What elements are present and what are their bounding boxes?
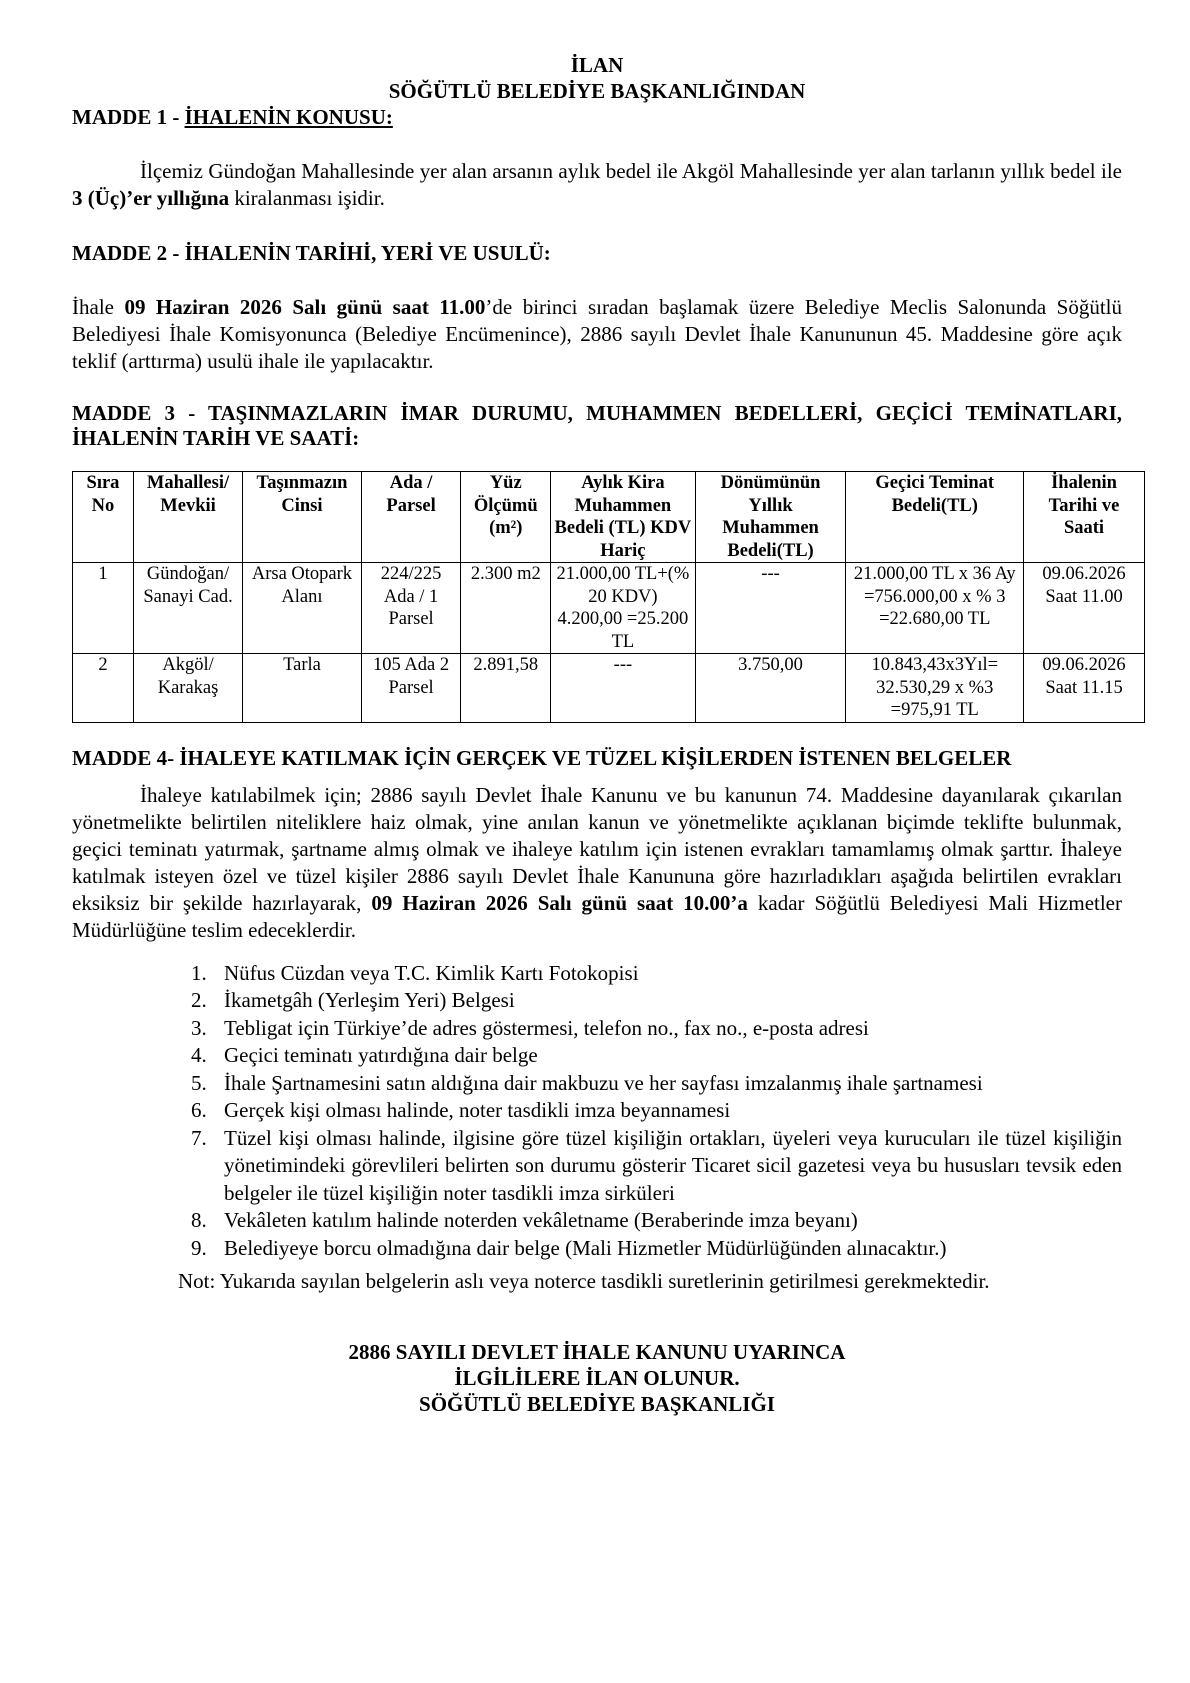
table-header-cell: Ada / Parsel	[361, 472, 460, 563]
table-cell: 10.843,43x3Yıl= 32.530,29 x %3 =975,91 TL	[846, 654, 1024, 723]
list-item: 9. Belediyeye borcu olmadığına dair belge (Mali Hizmetler Müdürlüğünden alınacaktır.)	[212, 1235, 1122, 1263]
madde1-prefix: MADDE 1 -	[72, 105, 185, 129]
madde3-heading: MADDE 3 - TAŞINMAZLARIN İMAR DURUMU, MUHAMMEN BEDELLERİ, GEÇİCİ TEMİNATLARI, İHALENİN TARİH VE SAATİ:	[72, 401, 1122, 450]
table-header-row	[73, 472, 1145, 563]
table-cell: 2	[73, 654, 134, 723]
table-cell: 21.000,00 TL x 36 Ay =756.000,00 x % 3 =22.680,00 TL	[846, 563, 1024, 654]
header-title: İLAN	[570, 53, 624, 77]
table-cell: Gündoğan/ Sanayi Cad.	[133, 563, 242, 654]
table-cell: Tarla	[243, 654, 362, 723]
table-cell: 1	[73, 563, 134, 654]
footer-line-2: İLGİLİLERE İLAN OLUNUR.	[454, 1366, 740, 1390]
table-header-cell: Sıra No	[73, 472, 134, 563]
table-header-cell: Geçici Teminat Bedeli(TL)	[846, 472, 1024, 563]
table-cell: 105 Ada 2 Parsel	[361, 654, 460, 723]
madde4-heading: MADDE 4- İHALEYE KATILMAK İÇİN GERÇEK VE TÜZEL KİŞİLERDEN İSTENEN BELGELER	[72, 745, 1012, 770]
required-documents-list	[72, 960, 1122, 1263]
list-item: 8. Vekâleten katılım halinde noterden vekâletname (Beraberinde imza beyanı)	[212, 1207, 1122, 1235]
table-cell: 3.750,00	[695, 654, 846, 723]
table-header-cell: İhalenin Tarihi ve Saati	[1024, 472, 1145, 563]
table-cell: 21.000,00 TL+(% 20 KDV) 4.200,00 =25.200 TL	[551, 563, 695, 654]
table-row	[73, 654, 1145, 723]
list-item: 2. İkametgâh (Yerleşim Yeri) Belgesi	[212, 987, 1122, 1015]
list-item: 3. Tebligat için Türkiye’de adres göstermesi, telefon no., fax no., e-posta adresi	[212, 1015, 1122, 1043]
madde1-text: İlçemiz Gündoğan Mahallesinde yer alan arsanın aylık bedel ile Akgöl Mahallesinde yer alan tarlanın yıllık bedel ile 3 (Üç)’er yıllığına kiralanması işidir.	[72, 159, 1122, 210]
table-cell: 2.300 m2	[461, 563, 551, 654]
table-cell: 2.891,58	[461, 654, 551, 723]
announcement-footer	[72, 1339, 1122, 1417]
table-cell: 09.06.2026 Saat 11.00	[1024, 563, 1145, 654]
table-cell: Akgöl/ Karakaş	[133, 654, 242, 723]
madde1-title: İHALENİN KONUSU:	[184, 105, 393, 129]
table-row	[73, 563, 1145, 654]
table-cell: 09.06.2026 Saat 11.15	[1024, 654, 1145, 723]
table-cell: ---	[551, 654, 695, 723]
madde2-heading: MADDE 2 - İHALENİN TARİHİ, YERİ VE USULÜ:	[72, 241, 551, 265]
madde1-heading	[72, 104, 1122, 130]
list-item: 7. Tüzel kişi olması halinde, ilgisine göre tüzel kişiliğin ortakları, üyeleri veya kurucuları ile tüzel kişiliğin yönetimindeki görevlileri belirten son durumu gösterir Ticaret sicil gazetesi veya bu hususları tevsik eden belgeler ile tüzel kişiliğin noter tasdikli imza sirküleri	[212, 1125, 1122, 1208]
table-header-cell: Mahallesi/ Mevkii	[133, 472, 242, 563]
footer-line-3: SÖĞÜTLÜ BELEDİYE BAŞKANLIĞI	[419, 1392, 775, 1416]
list-item: 1. Nüfus Cüzdan veya T.C. Kimlik Kartı Fotokopisi	[212, 960, 1122, 988]
table-header-cell: Dönümünün Yıllık Muhammen Bedeli(TL)	[695, 472, 846, 563]
table-body	[73, 563, 1145, 723]
list-item: 5. İhale Şartnamesini satın aldığına dair makbuzu ve her sayfası imzalanmış ihale şartnamesi	[212, 1070, 1122, 1098]
table-cell: ---	[695, 563, 846, 654]
table-cell: Arsa Otopark Alanı	[243, 563, 362, 654]
table-header-cell: Taşınmazın Cinsi	[243, 472, 362, 563]
list-item: 6. Gerçek kişi olması halinde, noter tasdikli imza beyannamesi	[212, 1097, 1122, 1125]
table-header-cell: Aylık Kira Muhammen Bedeli (TL) KDV Hariç	[551, 472, 695, 563]
list-item: 4. Geçici teminatı yatırdığına dair belge	[212, 1042, 1122, 1070]
madde4-text: İhaleye katılabilmek için; 2886 sayılı Devlet İhale Kanunu ve bu kanunun 74. Maddesine dayanılarak çıkarılan yönetmelikte belirtilen niteliklere haiz olmak, yine anılan kanun ve yönetmelikte açıklanan biçimde teklifte bulunmak, geçici teminatı yatırmak, şartname almış olmak ve ihaleye katılım için istenen evrakları tamamlamış olmak şarttır. İhaleye katılmak isteyen özel ve tüzel kişiler 2886 sayılı Devlet İhale Kanununa göre hazırladıkları aşağıda belirtilen evrakları eksiksiz bir şekilde hazırlayarak, 09 Haziran 2026 Salı günü saat 10.00’a kadar Söğütlü Belediyesi Mali Hizmetler Müdürlüğüne teslim edeceklerdir.	[72, 782, 1122, 942]
announcement-header	[72, 52, 1122, 104]
note-text: Not: Yukarıda sayılan belgelerin aslı veya noterce tasdikli suretlerinin getirilmesi gerekmektedir.	[178, 1269, 990, 1293]
header-issuer: SÖĞÜTLÜ BELEDİYE BAŞKANLIĞINDAN	[388, 79, 806, 103]
announcement-page	[72, 52, 1126, 1417]
madde2-text: İhale 09 Haziran 2026 Salı günü saat 11.00’de birinci sıradan başlamak üzere Belediye Meclis Salonunda Söğütlü Belediyesi İhale Komisyonunca (Belediye Encümenince), 2886 sayılı Devlet İhale Kanununun 45. Maddesine göre açık teklif (arttırma) usulü ihale ile yapılacaktır.	[72, 295, 1122, 373]
table-cell: 224/225 Ada / 1 Parsel	[361, 563, 460, 654]
footer-line-1: 2886 SAYILI DEVLET İHALE KANUNU UYARINCA	[348, 1340, 846, 1364]
property-table	[72, 471, 1145, 723]
table-header-cell: Yüz Ölçümü (m²)	[461, 472, 551, 563]
